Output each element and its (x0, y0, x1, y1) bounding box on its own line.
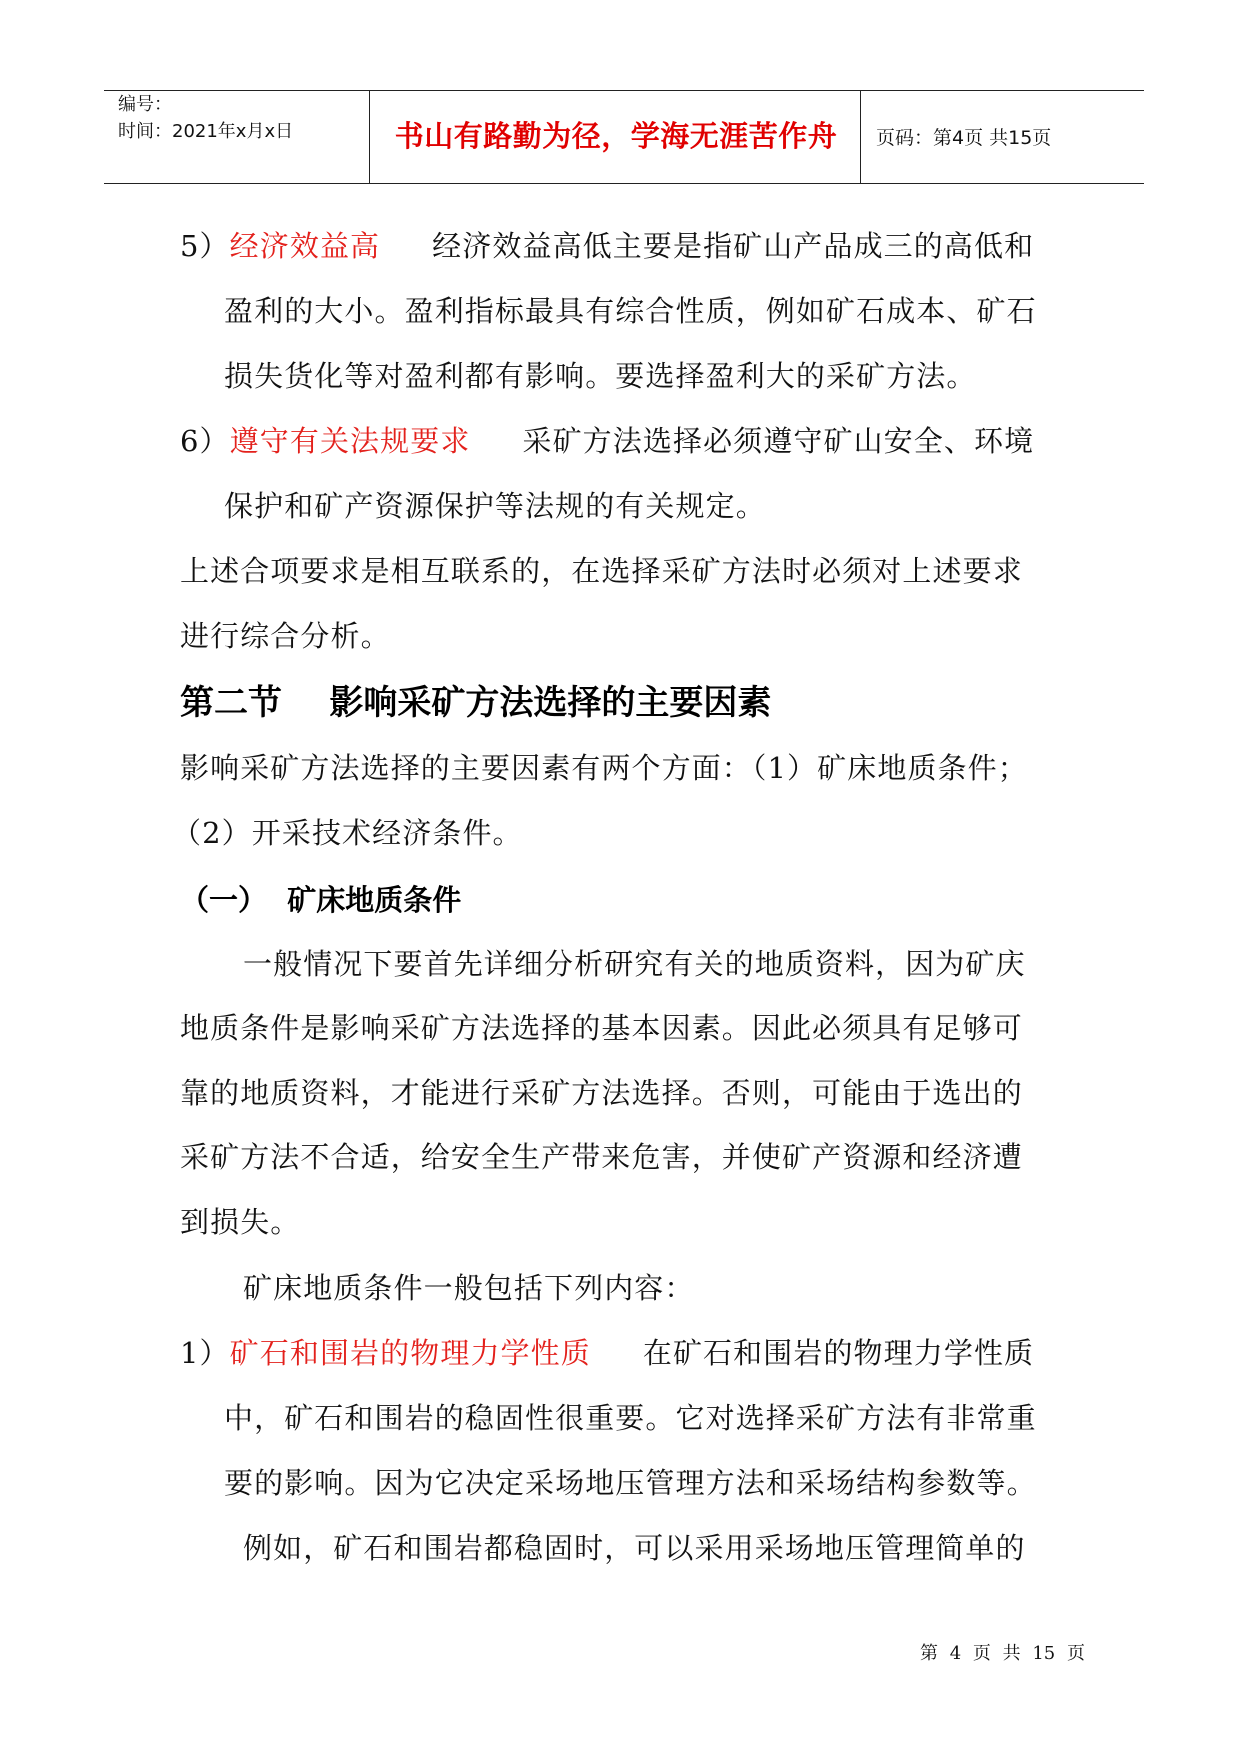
item-1-number: 1） (180, 1336, 230, 1370)
item-5-line-2: 盈利的大小。盈利指标最具有综合性质，例如矿石成本、矿石 (224, 294, 1037, 328)
section-intro-line-2: （2）开采技术经济条件。 (172, 816, 523, 850)
summary-line-2: 进行综合分析。 (180, 619, 391, 653)
para2: 矿床地质条件一般包括下列内容： (243, 1271, 695, 1305)
item-5-title: 经济效益高 (229, 229, 381, 263)
item-1-text: 在矿石和围岩的物理力学性质 (642, 1336, 1035, 1370)
section-title: 第二节 影响采矿方法选择的主要因素 (180, 683, 772, 723)
header-bottom-rule (104, 183, 1144, 184)
para1-line-1: 一般情况下要首先详细分析研究有关的地质资料，因为矿庆 (243, 947, 1026, 981)
para1-line-2: 地质条件是影响采矿方法选择的基本因素。因此必须具有足够可 (180, 1011, 1023, 1045)
item-6-text: 采矿方法选择必须遵守矿山安全、环境 (522, 424, 1035, 458)
subsection-title: （一） 矿床地质条件 (180, 883, 462, 917)
item-1-first-line (180, 1333, 1034, 1373)
page-footer: 第 4 页 共 15 页 (920, 1643, 1085, 1664)
item-5-first-line (180, 226, 1034, 266)
item-1-title: 矿石和围岩的物理力学性质 (229, 1336, 591, 1370)
header-top-rule (104, 90, 1144, 91)
item-5-text: 经济效益高低主要是指矿山产品成三的高低和 (432, 229, 1035, 263)
item-6-first-line (180, 421, 1034, 461)
para1-line-4: 采矿方法不合适，给安全生产带来危害，并使矿产资源和经济遭 (180, 1140, 1023, 1174)
header-page-code: 页码：第4页 共15页 (876, 127, 1052, 149)
header-time-label: 时间：2021年x月x日 (118, 121, 294, 142)
header-divider-right (860, 90, 861, 184)
item-6-line-2: 保护和矿产资源保护等法规的有关规定。 (224, 489, 766, 523)
item-1-line-2: 中，矿石和围岩的稳固性很重要。它对选择采矿方法有非常重 (224, 1401, 1037, 1435)
item-5-number: 5） (180, 229, 230, 263)
header-divider-left (369, 90, 370, 184)
item-6-title: 遵守有关法规要求 (229, 424, 471, 458)
item-6-number: 6） (180, 424, 230, 458)
item-5-line-3: 损失货化等对盈利都有影响。要选择盈利大的采矿方法。 (224, 359, 977, 393)
summary-line-1: 上述合项要求是相互联系的，在选择采矿方法时必须对上述要求 (180, 554, 1023, 588)
section-intro-line-1: 影响采矿方法选择的主要因素有两个方面：（1）矿床地质条件； (180, 751, 1028, 785)
header-number-label: 编号： (118, 94, 172, 115)
para1-line-5: 到损失。 (180, 1205, 301, 1239)
para3: 例如，矿石和围岩都稳固时，可以采用采场地压管理简单的 (243, 1531, 1026, 1565)
item-1-line-3: 要的影响。因为它决定采场地压管理方法和采场结构参数等。 (224, 1466, 1037, 1500)
header-motto: 书山有路勤为径，学海无涯苦作舟 (394, 119, 838, 153)
para1-line-3: 靠的地质资料，才能进行采矿方法选择。否则，可能由于选出的 (180, 1076, 1023, 1110)
